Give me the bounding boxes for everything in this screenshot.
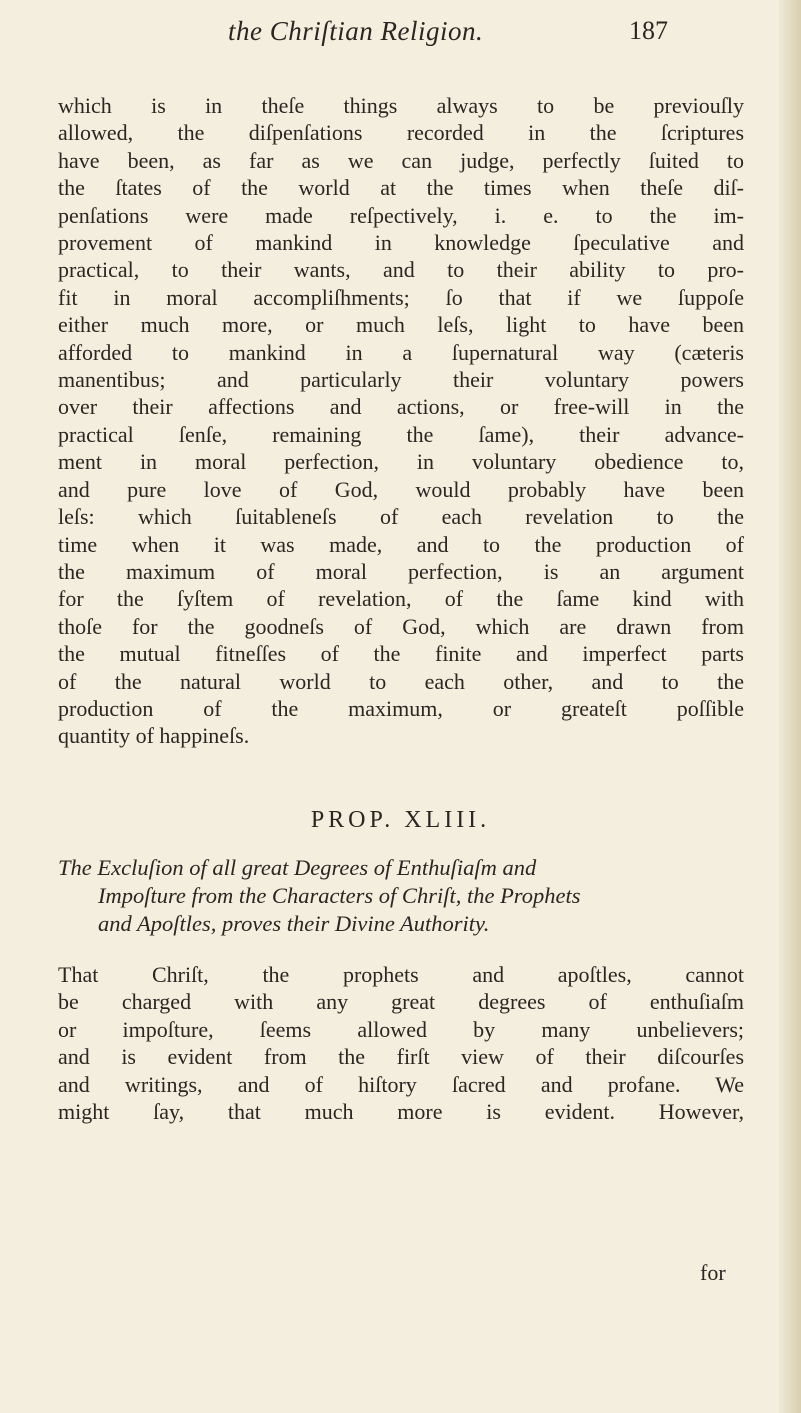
text-line: over their affections and actions, or free-will in the [58, 394, 744, 420]
proposition-title [58, 854, 744, 938]
text-line: That Chriſt, the prophets and apoſtles, cannot [58, 962, 744, 987]
text-line: manentibus; and particularly their voluntary powers [58, 367, 744, 393]
text-line: time when it was made, and to the production of [58, 531, 744, 557]
text-line: production of the maximum, or greateſt poſſible [58, 695, 744, 721]
text-line: either much more, or much leſs, light to have been [58, 312, 744, 338]
text-line: provement of mankind in knowledge ſpeculative and [58, 230, 744, 256]
text-line: practical, to their wants, and to their ability to pro- [58, 257, 744, 283]
text-line: be charged with any great degrees of enthuſiaſm [58, 989, 744, 1015]
text-line: ment in moral perfection, in voluntary obedience to, [58, 449, 744, 475]
paragraph-1 [58, 92, 744, 750]
text-line: thoſe for the goodneſs of God, which are drawn from [58, 613, 744, 639]
text-line: penſations were made reſpectively, i. e. to the im- [58, 202, 744, 228]
text-line: the ſtates of the world at the times when theſe diſ- [58, 175, 744, 201]
text-line: and is evident from the firſt view of their diſcourſes [58, 1044, 744, 1070]
text-line: and pure love of God, would probably have been [58, 476, 744, 502]
text-line: leſs: which ſuitableneſs of each revelation to the [58, 504, 744, 530]
paragraph-2 [58, 961, 744, 1125]
text-line: the maximum of moral perfection, is an argument [58, 558, 744, 584]
page-edge-shadow [779, 0, 801, 1413]
running-head [228, 16, 668, 56]
text-line: or impoſture, ſeems allowed by many unbelievers; [58, 1016, 744, 1042]
text-line: for the ſyſtem of revelation, of the ſame kind with [58, 586, 744, 612]
text-line: have been, as far as we can judge, perfectly ſuited to [58, 147, 744, 173]
text-line: practical ſenſe, remaining the ſame), their advance- [58, 421, 744, 447]
text-line: the mutual fitneſſes of the finite and imperfect parts [58, 641, 744, 667]
proposition-title-line: The Excluſion of all great Degrees of Enthuſiaſm and [58, 855, 537, 880]
text-line: which is in theſe things always to be previouſly [58, 93, 744, 118]
proposition-heading: PROP. XLIII. [310, 807, 491, 833]
text-line: of the natural world to each other, and to the [58, 668, 744, 694]
proposition-title-line: and Apoſtles, proves their Divine Authority. [98, 911, 490, 936]
text-line: quantity of happineſs. [58, 723, 250, 749]
text-line: might ſay, that much more is evident. However, [58, 1099, 744, 1125]
page-number: 187 [629, 16, 668, 45]
text-line: and writings, and of hiſtory ſacred and profane. We [58, 1071, 744, 1097]
text-line: allowed, the diſpenſations recorded in the ſcriptures [58, 120, 744, 146]
catchword: for [700, 1260, 726, 1285]
running-head-title: the Chriſtian Religion. [228, 16, 484, 46]
text-line: afforded to mankind in a ſupernatural way (cæteris [58, 339, 744, 365]
proposition-title-line: Impoſture from the Characters of Chriſt, the Prophets [98, 883, 581, 908]
text-line: fit in moral accompliſhments; ſo that if we ſuppoſe [58, 284, 744, 310]
